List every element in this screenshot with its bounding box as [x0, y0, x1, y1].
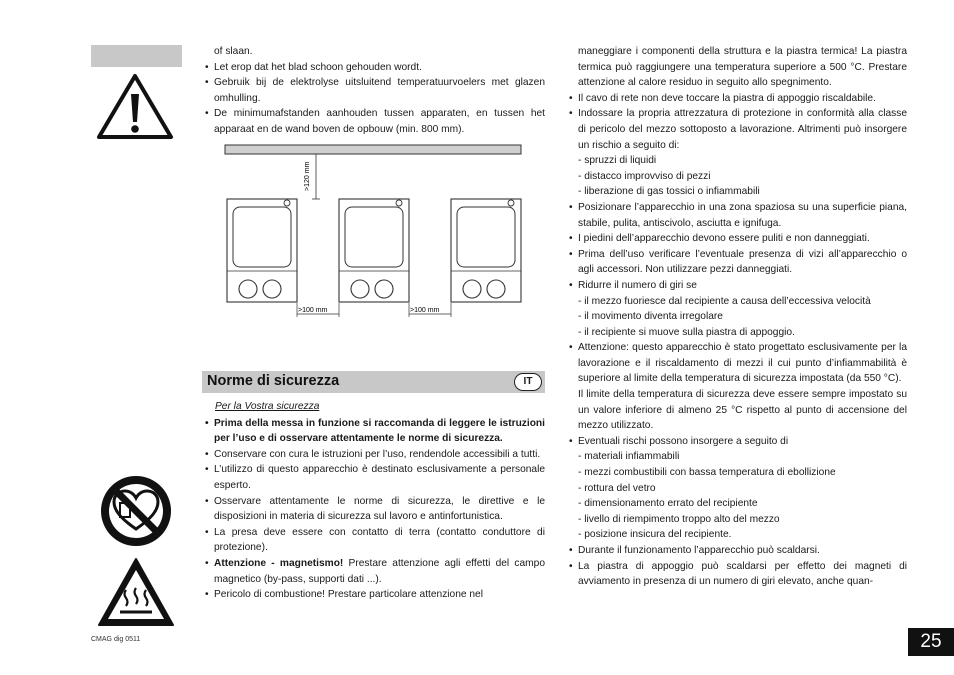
right-bullet: • La piastra di appoggio può scaldarsi per effetto dei magneti di avviamento in presenza di un numero di giri elevato, anche quan-: [569, 559, 907, 590]
section-title: Norme di sicurezza: [207, 373, 340, 389]
dash-item: - mezzi combustibili con bassa temperatura di ebollizione: [569, 465, 907, 481]
dash-item: - rottura del vetro: [569, 481, 907, 497]
safety-bullet: • La presa deve essere con contatto di terra (contatto conduttore di protezione).: [205, 525, 545, 556]
dash-item: - il movimento diventa irregolare: [569, 309, 907, 325]
dutch-bullet: • Gebruik bij de elektrolyse uitsluitend temperatuurvoelers met glazen omhulling.: [205, 75, 545, 106]
vertical-gap-label: >120 mm: [304, 161, 311, 191]
gap-label-2: >100 mm: [410, 307, 440, 314]
dash-item: - il recipiente si muove sulla piastra di appoggio.: [569, 325, 907, 341]
right-bullet: • Durante il funzionamento l’apparecchio può scaldarsi.: [569, 543, 907, 559]
right-bullet: • Attenzione: questo apparecchio è stato progettato esclusivamente per la lavorazione e il riscaldamento di mezzi il cui punto d’infiammabilità è superiore al limite della temperatura di sicurezza impostata (da 550 °C).: [569, 340, 907, 387]
language-badge: IT: [514, 373, 542, 391]
doc-code: CMAG dig 0511: [91, 636, 141, 643]
dash-item: - livello di riempimento troppo alto del mezzo: [569, 512, 907, 528]
subtitle: Per la Vostra sicurezza: [215, 401, 320, 412]
right-continuation: maneggiare i componenti della struttura e la piastra termica! La piastra termica può raggiungere una temperatura superiore a 500 °C. Prestare attenzione al calore residuo in seguito allo spegnimento.: [578, 46, 907, 89]
right-bullet: • Indossare la propria attrezzatura di protezione in conformità alla classe di pericolo del mezzo sottoposto a lavorazione. Altrimenti può insorgere un rischio a seguito di:: [569, 106, 907, 153]
right-bullet: • Il cavo di rete non deve toccare la piastra di appoggio riscaldabile.: [569, 91, 907, 107]
dash-item: - distacco improvviso di pezzi: [569, 169, 907, 185]
right-bullet: • Ridurre il numero di giri se: [569, 278, 907, 294]
combustion-bullet: • Pericolo di combustione! Prestare particolare attenzione nel: [205, 587, 545, 603]
dutch-block: [205, 44, 545, 138]
no-pacemaker-icon: [98, 473, 174, 549]
magnet-bullet: [205, 556, 545, 587]
gap-label-1: >100 mm: [298, 307, 328, 314]
hot-surface-icon: [96, 556, 176, 628]
right-paragraph: Il limite della temperatura di sicurezza deve essere sempre impostato su un valore inferiore di almeno 25 °C rispetto al punto di accensione del mezzo utilizzato.: [578, 389, 907, 432]
italian-right-block: [569, 44, 907, 590]
dash-item: - il mezzo fuoriesce dal recipiente a causa dell’eccessiva velocità: [569, 294, 907, 310]
dash-item: - posizione insicura del recipiente.: [569, 527, 907, 543]
magnet-text: Prestare attenzione agli effetti del campo magnetico (by-pass, supporti dati ...).: [214, 557, 545, 585]
right-bullet: • Prima dell’uso verificare l’eventuale presenza di vizi all’apparecchio o agli accessori. Non utilizzare pezzi danneggiati.: [569, 247, 907, 278]
italian-left-block: [205, 399, 545, 603]
safety-bullet: • L’utilizzo di questo apparecchio è destinato esclusivamente a personale esperto.: [205, 462, 545, 493]
right-bullet: • I piedini dell’apparecchio devono essere puliti e non danneggiati.: [569, 231, 907, 247]
warning-icon: [96, 72, 174, 140]
safety-bullet: • Conservare con cura le istruzioni per l’uso, rendendole accessibili a tutti.: [205, 447, 545, 463]
safety-bullet: • Osservare attentamente le norme di sicurezza, le direttive e le disposizioni in materia di sicurezza sul lavoro e antinfortunistica.: [205, 494, 545, 525]
dash-item: - liberazione di gas tossici o infiammabili: [569, 184, 907, 200]
dash-item: - spruzzi di liquidi: [569, 153, 907, 169]
dash-item: - dimensionamento errato del recipiente: [569, 496, 907, 512]
dutch-continuation: of slaan.: [214, 46, 253, 57]
dutch-bullet: • Let erop dat het blad schoon gehouden wordt.: [205, 60, 545, 76]
bold-intro: • Prima della messa in funzione si raccomanda di leggere le istruzioni per l’uso e di osservare attentamente le norme di sicurezza.: [205, 416, 545, 447]
margin-tab: [91, 45, 182, 67]
spacing-diagram: [222, 143, 524, 321]
dash-item: - materiali infiammabili: [569, 449, 907, 465]
right-bullet: • Posizionare l’apparecchio in una zona spaziosa su una superficie piana, stabile, pulita, antiscivolo, asciutta e ignifuga.: [569, 200, 907, 231]
magnet-warning: Attenzione - magnetismo!: [214, 557, 344, 569]
right-bullet: • Eventuali rischi possono insorgere a seguito di: [569, 434, 907, 450]
dutch-bullet: • De minimumafstanden aanhouden tussen apparaten, en tussen het apparaat en de wand boven de opbouw (min. 800 mm).: [205, 106, 545, 137]
page-number: 25: [908, 628, 954, 656]
